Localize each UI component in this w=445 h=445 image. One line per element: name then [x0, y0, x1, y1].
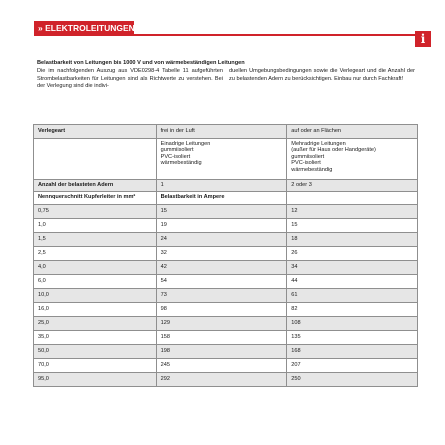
cable-type-empty — [34, 139, 157, 180]
table-row — [34, 289, 418, 303]
surface-ampacity-cell: 61 — [287, 289, 418, 303]
table-row — [34, 247, 418, 261]
table-row — [34, 205, 418, 219]
cross-section-cell: 2,5 — [34, 247, 157, 261]
free-air-ampacity-cell: 158 — [156, 331, 287, 345]
free-air-ampacity-cell: 129 — [156, 317, 287, 331]
table-row — [34, 317, 418, 331]
cross-section-cell: 35,0 — [34, 331, 157, 345]
cross-section-cell: 6,0 — [34, 275, 157, 289]
info-icon: i — [415, 31, 431, 47]
table-row — [34, 331, 418, 345]
verlegeart-row — [34, 125, 418, 139]
free-air-ampacity-cell: 32 — [156, 247, 287, 261]
intro-column-left: Die im nachfolgenden Auszug aus VDE0298-4 Tabelle 11 aufgeführten Strombelastbarkeiten für Leitungen sind als Richtwerte zu verstehen. Bei der Verlegung sind die indivi- — [37, 68, 223, 90]
surface-ampacity-cell: 26 — [287, 247, 418, 261]
cable-type-row — [34, 139, 418, 180]
header-rule — [34, 34, 415, 36]
table-row — [34, 219, 418, 233]
section-header-row — [34, 192, 418, 205]
cross-section-cell: 70,0 — [34, 359, 157, 373]
surface-ampacity-cell: 108 — [287, 317, 418, 331]
intro-text — [37, 60, 415, 91]
table-row — [34, 233, 418, 247]
section-badge: » ELEKTROLEITUNGEN — [34, 21, 134, 35]
intro-title: Belastbarkeit von Leitungen bis 1000 V und von wärmebeständigen Leitungen — [37, 60, 245, 66]
conductor-count-surface: 2 oder 3 — [287, 180, 418, 192]
cross-section-cell: 1,5 — [34, 233, 157, 247]
free-air-ampacity-cell: 292 — [156, 373, 287, 387]
conductor-count-label: Anzahl der belasteten Adern — [34, 180, 157, 192]
free-air-ampacity-cell: 245 — [156, 359, 287, 373]
surface-ampacity-cell: 207 — [287, 359, 418, 373]
cross-section-cell: 95,0 — [34, 373, 157, 387]
cross-section-cell: 4,0 — [34, 261, 157, 275]
table-row — [34, 345, 418, 359]
conductor-count-free-air: 1 — [156, 180, 287, 192]
ampacity-header: Belastbarkeit in Ampere — [156, 192, 287, 205]
cross-section-cell: 50,0 — [34, 345, 157, 359]
free-air-ampacity-cell: 73 — [156, 289, 287, 303]
verlegeart-free-air: frei in der Luft — [156, 125, 287, 139]
free-air-ampacity-cell: 42 — [156, 261, 287, 275]
surface-ampacity-cell: 34 — [287, 261, 418, 275]
surface-ampacity-cell: 250 — [287, 373, 418, 387]
free-air-ampacity-cell: 19 — [156, 219, 287, 233]
ampacity-table — [33, 124, 418, 387]
surface-ampacity-cell: 44 — [287, 275, 418, 289]
free-air-ampacity-cell: 24 — [156, 233, 287, 247]
intro-column-right: duellen Umgebungsbedingungen sowie die Verlegeart und die Anzahl der zu belastenden Adern zu berücksichtigen. Einbau nur durch Fachkraft! — [229, 68, 415, 82]
table-row — [34, 373, 418, 387]
cross-section-cell: 16,0 — [34, 303, 157, 317]
cross-section-cell: 1,0 — [34, 219, 157, 233]
conductor-count-row — [34, 180, 418, 192]
free-air-ampacity-cell: 98 — [156, 303, 287, 317]
table-row — [34, 303, 418, 317]
surface-ampacity-cell: 135 — [287, 331, 418, 345]
table-row — [34, 261, 418, 275]
verlegeart-label: Verlegeart — [34, 125, 157, 139]
cross-section-cell: 10,0 — [34, 289, 157, 303]
free-air-ampacity-cell: 198 — [156, 345, 287, 359]
cable-type-surface: Mehradrige Leitungen (außer für Haus oder Handgeräte) gummiisoliert PVC-isoliert wärmebeständig — [287, 139, 418, 180]
surface-ampacity-cell: 15 — [287, 219, 418, 233]
free-air-ampacity-cell: 54 — [156, 275, 287, 289]
surface-ampacity-cell: 12 — [287, 205, 418, 219]
ampacity-header-empty — [287, 192, 418, 205]
cross-section-cell: 0,75 — [34, 205, 157, 219]
cross-section-header: Nennquerschnitt Kupferleiter in mm² — [34, 192, 157, 205]
free-air-ampacity-cell: 15 — [156, 205, 287, 219]
verlegeart-surface: auf oder an Flächen — [287, 125, 418, 139]
surface-ampacity-cell: 18 — [287, 233, 418, 247]
surface-ampacity-cell: 168 — [287, 345, 418, 359]
table-row — [34, 359, 418, 373]
cross-section-cell: 25,0 — [34, 317, 157, 331]
surface-ampacity-cell: 82 — [287, 303, 418, 317]
table-row — [34, 275, 418, 289]
cable-type-free-air: Einadrige Leitungen gummiisoliert PVC-isoliert wärmebeständig — [156, 139, 287, 180]
